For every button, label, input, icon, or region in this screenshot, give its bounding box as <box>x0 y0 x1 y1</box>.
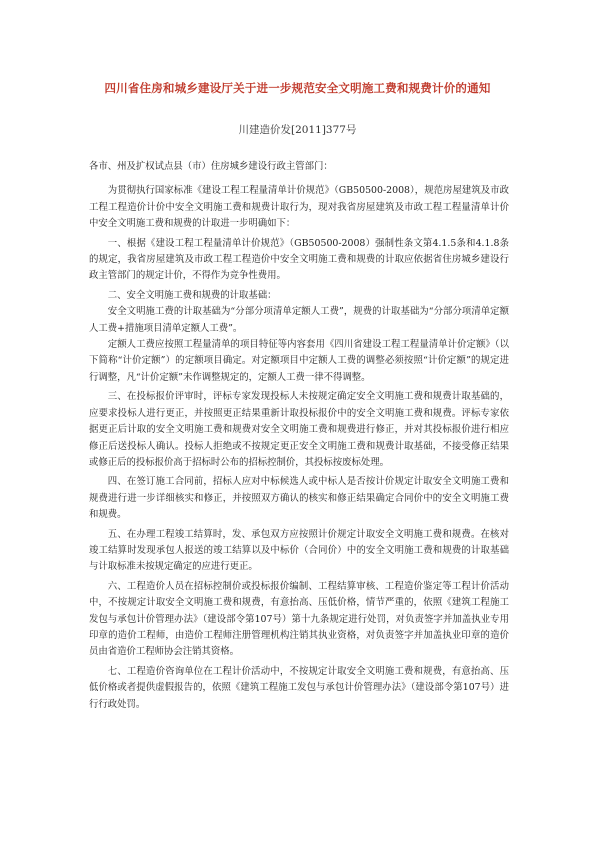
document-body <box>89 159 509 716</box>
paragraph-clause-6: 六、工程造价人员在招标控制价或投标报价编制、工程结算审核、工程造价鉴定等工程计价活动中，不按规定计取安全文明施工费和规费，有意抬高、压低价格，情节严重的，依照《建筑工程施工发包与承包计价管理办法》（建设部令第107号）第十九条规定进行处罚，对负责签字并加盖执业专用印章的造价工程师，由造价工程师注册管理机构注销其执业资格，对负责签字并加盖执业印章的造价员由省造价工程师协会注销其资格。 <box>89 580 509 658</box>
paragraph-clause-1: 一、根据《建设工程工程量清单计价规范》（GB50500-2008）强制性条文第4.1.5条和4.1.8条的规定，我省房屋建筑及市政工程工程造价中安全文明施工费和规费的计取应依据省住房城乡建设行政主管部门的规定计价，不得作为竞争性费用。 <box>89 237 509 282</box>
salutation: 各市、州及扩权试点县（市）住房城乡建设行政主管部门： <box>89 161 333 172</box>
document-number: 川建造价发[2011]377号 <box>238 124 357 136</box>
paragraph-clause-4: 四、在签订施工合同前，招标人应对中标候选人或中标人是否按计价规定计取安全文明施工费和规费进行进一步详细核实和修正，并按照双方确认的核实和修正结果确定合同价中的安全文明施工费和规费。 <box>89 476 509 521</box>
document-title: 四川省住房和城乡建设厅关于进一步规范安全文明施工费和规费计价的通知 <box>104 81 491 95</box>
paragraph-clause-5: 五、在办理工程竣工结算时，发、承包双方应按照计价规定计取安全文明施工费和规费。在核对竣工结算时发现承包人报送的竣工结算以及中标价（合同价）中的安全文明施工费和规费的计取基础与计取标准未按规定确定的应进行更正。 <box>89 528 509 573</box>
paragraph-clause-3: 三、在投标报价评审时，评标专家发现投标人未按规定确定安全文明施工费和规费计取基础的，应要求投标人进行更正，并按照更正结果重新计取投标报价中的安全文明施工费和规费。评标专家依据更正后计取的安全文明施工费和规费对安全文明施工费和规费进行修正，并对其投标报价进行相应修正后送投标人确认。投标人拒绝或不按规定更正安全文明施工费和规费计取基础，不接受修正结果或修正后的投标报价高于招标时公布的招标控制价，其投标按废标处理。 <box>89 391 509 468</box>
paragraph-clause-2-heading: 二、安全文明施工费和规费的计取基础： <box>107 289 277 301</box>
paragraph-clause-7: 七、工程造价咨询单位在工程计价活动中，不按规定计取安全文明施工费和规费，有意抬高、压低价格或者提供虚假报告的，依照《建筑工程施工发包与承包计价管理办法》（建设部令第107号）进行行政处罚。 <box>89 665 509 710</box>
paragraph-preamble: 为贯彻执行国家标准《建设工程工程量清单计价规范》（GB50500-2008），规范房屋建筑及市政工程工程造价计价中安全文明施工费和规费计取行为，现对我省房屋建筑及市政工程工程量清单计价中安全文明施工费和规费的计取进一步明确如下： <box>89 185 509 230</box>
paragraph-clause-2-basis: 安全文明施工费的计取基础为“分部分项清单定额人工费”，规费的计取基础为“分部分项清单定额人工费+措施项目清单定额人工费”。 <box>89 306 509 334</box>
paragraph-clause-2-labor-cost: 定额人工费应按照工程量清单的项目特征等内容套用《四川省建设工程工程量清单计价定额》（以下简称“计价定额”）的定额项目确定。对定额项目中定额人工费的调整必须按照“计价定额”的规定进行调整，凡“计价定额”未作调整规定的，定额人工费一律不得调整。 <box>89 339 509 383</box>
